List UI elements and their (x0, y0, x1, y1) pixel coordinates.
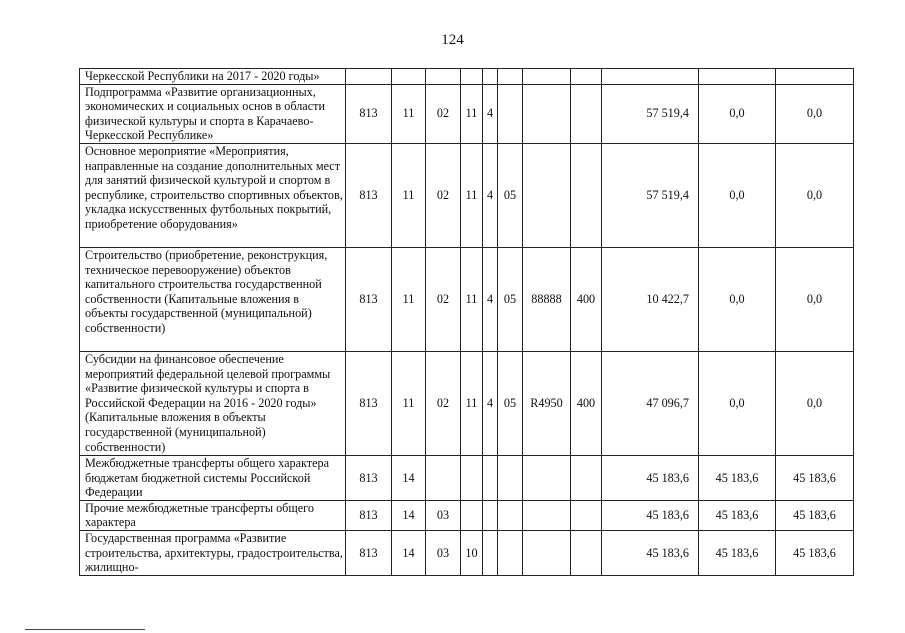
ministry-code-cell: 813 (346, 500, 392, 530)
subprogram-code-cell: 4 (483, 247, 498, 351)
program-code-cell: 11 (461, 247, 483, 351)
subprogram-code-cell: 4 (483, 143, 498, 247)
section-code-cell: 14 (392, 500, 426, 530)
amount-2019-cell: 0,0 (699, 84, 776, 143)
subprogram-code-cell (483, 500, 498, 530)
subsection-code-cell: 03 (426, 530, 461, 575)
row-description: Строительство (приобретение, реконструкция, техническое перевооружение) объектов капитального строительства государственной собственности (Капитальные вложения в объекты государственной (муниципальной) собственности) (80, 247, 346, 351)
row-description: Черкесской Республики на 2017 - 2020 годы» (80, 69, 346, 85)
amount-2020-cell: 0,0 (776, 247, 854, 351)
expense-code-cell (523, 143, 571, 247)
type-code-cell (571, 500, 602, 530)
subsection-code-cell: 02 (426, 84, 461, 143)
footer-rule (25, 629, 145, 630)
section-code-cell: 11 (392, 247, 426, 351)
program-code-cell (461, 500, 483, 530)
section-code-cell: 11 (392, 84, 426, 143)
amount-2019-cell: 45 183,6 (699, 530, 776, 575)
expense-code-cell (523, 84, 571, 143)
row-description: Основное мероприятие «Мероприятия, направленные на создание дополнительных мест для занятий физической культурой и спортом в республике, строительство спортивных объектов, укладка искусственных футбольных покрытий, приобретение оборудования» (80, 143, 346, 247)
budget-table (79, 68, 854, 576)
ministry-code-cell: 813 (346, 84, 392, 143)
table-row (80, 69, 854, 85)
page-number: 124 (441, 32, 464, 48)
activity-code-cell (498, 84, 523, 143)
activity-code-cell (498, 530, 523, 575)
amount-2018-cell: 47 096,7 (602, 351, 699, 455)
subsection-code-cell: 02 (426, 143, 461, 247)
expense-code-cell (523, 500, 571, 530)
subprogram-code-cell (483, 455, 498, 500)
ministry-code-cell: 813 (346, 247, 392, 351)
activity-code-cell (498, 500, 523, 530)
expense-code-cell: 88888 (523, 247, 571, 351)
row-description: Прочие межбюджетные трансферты общего характера (80, 500, 346, 530)
program-code-cell (461, 69, 483, 85)
activity-code-cell (498, 455, 523, 500)
amount-2020-cell: 45 183,6 (776, 500, 854, 530)
amount-2018-cell: 57 519,4 (602, 84, 699, 143)
section-code-cell: 11 (392, 351, 426, 455)
subsection-code-cell: 02 (426, 247, 461, 351)
ministry-code-cell: 813 (346, 530, 392, 575)
type-code-cell (571, 143, 602, 247)
subprogram-code-cell: 4 (483, 351, 498, 455)
subsection-code-cell: 02 (426, 351, 461, 455)
amount-2020-cell (776, 69, 854, 85)
amount-2018-cell: 45 183,6 (602, 455, 699, 500)
activity-code-cell: 05 (498, 351, 523, 455)
type-code-cell: 400 (571, 247, 602, 351)
row-description: Межбюджетные трансферты общего характера бюджетам бюджетной системы Российской Федерации (80, 455, 346, 500)
amount-2020-cell: 45 183,6 (776, 530, 854, 575)
type-code-cell (571, 455, 602, 500)
program-code-cell: 11 (461, 143, 483, 247)
table-row (80, 530, 854, 575)
ministry-code-cell (346, 69, 392, 85)
type-code-cell (571, 84, 602, 143)
row-description: Субсидии на финансовое обеспечение мероприятий федеральной целевой программы «Развитие физической культуры и спорта в Российской Федерации на 2016 - 2020 годы» (Капитальные вложения в объекты государственной (муниципальной) собственности) (80, 351, 346, 455)
amount-2020-cell: 0,0 (776, 84, 854, 143)
amount-2020-cell: 45 183,6 (776, 455, 854, 500)
expense-code-cell (523, 530, 571, 575)
activity-code-cell: 05 (498, 247, 523, 351)
amount-2018-cell: 57 519,4 (602, 143, 699, 247)
amount-2019-cell (699, 69, 776, 85)
expense-code-cell (523, 455, 571, 500)
expense-code-cell (523, 69, 571, 85)
ministry-code-cell: 813 (346, 143, 392, 247)
activity-code-cell: 05 (498, 143, 523, 247)
amount-2018-cell: 45 183,6 (602, 500, 699, 530)
amount-2019-cell: 0,0 (699, 247, 776, 351)
amount-2019-cell: 0,0 (699, 351, 776, 455)
row-description: Государственная программа «Развитие строительства, архитектуры, градостроительства, жилищно- (80, 530, 346, 575)
table-row (80, 247, 854, 351)
section-code-cell: 11 (392, 143, 426, 247)
table-row (80, 500, 854, 530)
table-row (80, 143, 854, 247)
type-code-cell (571, 530, 602, 575)
amount-2018-cell: 10 422,7 (602, 247, 699, 351)
amount-2019-cell: 0,0 (699, 143, 776, 247)
table-row (80, 455, 854, 500)
program-code-cell (461, 455, 483, 500)
section-code-cell (392, 69, 426, 85)
program-code-cell: 11 (461, 84, 483, 143)
amount-2019-cell: 45 183,6 (699, 500, 776, 530)
amount-2018-cell: 45 183,6 (602, 530, 699, 575)
amount-2019-cell: 45 183,6 (699, 455, 776, 500)
amount-2020-cell: 0,0 (776, 351, 854, 455)
type-code-cell (571, 69, 602, 85)
activity-code-cell (498, 69, 523, 85)
type-code-cell: 400 (571, 351, 602, 455)
row-description: Подпрограмма «Развитие организационных, экономических и социальных основ в области физической культуры и спорта в Карачаево-Черкесской Республике» (80, 84, 346, 143)
ministry-code-cell: 813 (346, 351, 392, 455)
subprogram-code-cell (483, 530, 498, 575)
subsection-code-cell (426, 455, 461, 500)
program-code-cell: 10 (461, 530, 483, 575)
program-code-cell: 11 (461, 351, 483, 455)
amount-2018-cell (602, 69, 699, 85)
amount-2020-cell: 0,0 (776, 143, 854, 247)
expense-code-cell: R4950 (523, 351, 571, 455)
table-row (80, 351, 854, 455)
subprogram-code-cell (483, 69, 498, 85)
subsection-code-cell: 03 (426, 500, 461, 530)
subsection-code-cell (426, 69, 461, 85)
section-code-cell: 14 (392, 530, 426, 575)
section-code-cell: 14 (392, 455, 426, 500)
subprogram-code-cell: 4 (483, 84, 498, 143)
table-row (80, 84, 854, 143)
ministry-code-cell: 813 (346, 455, 392, 500)
